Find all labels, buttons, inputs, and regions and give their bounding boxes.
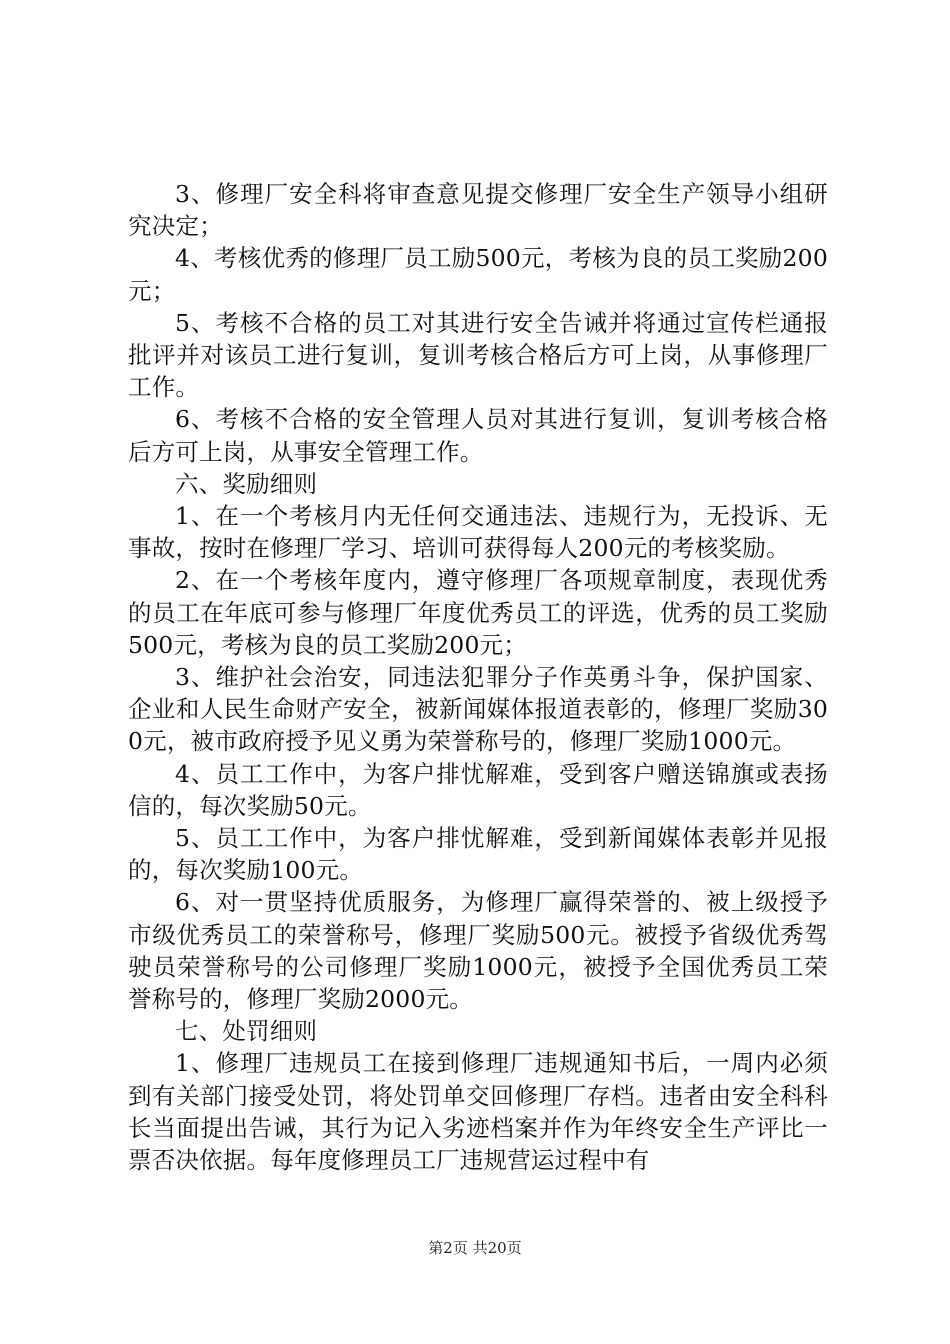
paragraph-reward-6: 6、对一贯坚持优质服务，为修理厂赢得荣誉的、被上级授予市级优秀员工的荣誉称号，修理厂奖励500元。被授予省级优秀驾驶员荣誉称号的公司修理厂奖励1000元，被授予全国优秀员工荣誉称号的，修理厂奖励2000元。	[128, 888, 828, 1014]
paragraph-assessment-reward: 4、考核优秀的修理厂员工励500元，考核为良的员工奖励200元；	[128, 244, 828, 305]
paragraph-review-decision: 3、修理厂安全科将审查意见提交修理厂安全生产领导小组研究决定；	[128, 180, 828, 241]
paragraph-unqualified-managers: 6、考核不合格的安全管理人员对其进行复训，复训考核合格后方可上岗，从事安全管理工作。	[128, 405, 828, 466]
paragraph-reward-3: 3、维护社会治安，同违法犯罪分子作英勇斗争，保护国家、企业和人民生命财产安全，被新闻媒体报道表彰的，修理厂奖励300元，被市政府授予见义勇为荣誉称号的，修理厂奖励1000元。	[128, 663, 828, 756]
section-heading-rewards: 六、奖励细则	[175, 469, 318, 498]
document-body	[128, 178, 828, 1176]
paragraph-reward-4: 4、员工工作中，为客户排忧解难，受到客户赠送锦旗或表扬信的，每次奖励50元。	[128, 759, 828, 820]
paragraph-reward-2: 2、在一个考核年度内，遵守修理厂各项规章制度，表现优秀的员工在年底可参与修理厂年度优秀员工的评选，优秀的员工奖励500元，考核为良的员工奖励200元；	[128, 566, 828, 659]
section-heading-penalties: 七、处罚细则	[175, 1017, 318, 1046]
paragraph-unqualified-staff: 5、考核不合格的员工对其进行安全告诫并将通过宣传栏通报批评并对该员工进行复训，复训考核合格后方可上岗，从事修理厂工作。	[128, 308, 828, 402]
paragraph-reward-1: 1、在一个考核月内无任何交通违法、违规行为，无投诉、无事故，按时在修理厂学习、培训可获得每人200元的考核奖励。	[128, 502, 828, 563]
paragraph-penalty-1: 1、修理厂违规员工在接到修理厂违规通知书后，一周内必须到有关部门接受处罚，将处罚单交回修理厂存档。违者由安全科科长当面提出告诫，其行为记入劣迹档案并作为年终安全生产评比一票否决依据。每年度修理员工厂违规营运过程中有	[128, 1049, 828, 1175]
paragraph-reward-5: 5、员工工作中，为客户排忧解难，受到新闻媒体表彰并见报的，每次奖励100元。	[128, 824, 828, 885]
page-number-footer: 第2页 共20页	[428, 1239, 522, 1257]
